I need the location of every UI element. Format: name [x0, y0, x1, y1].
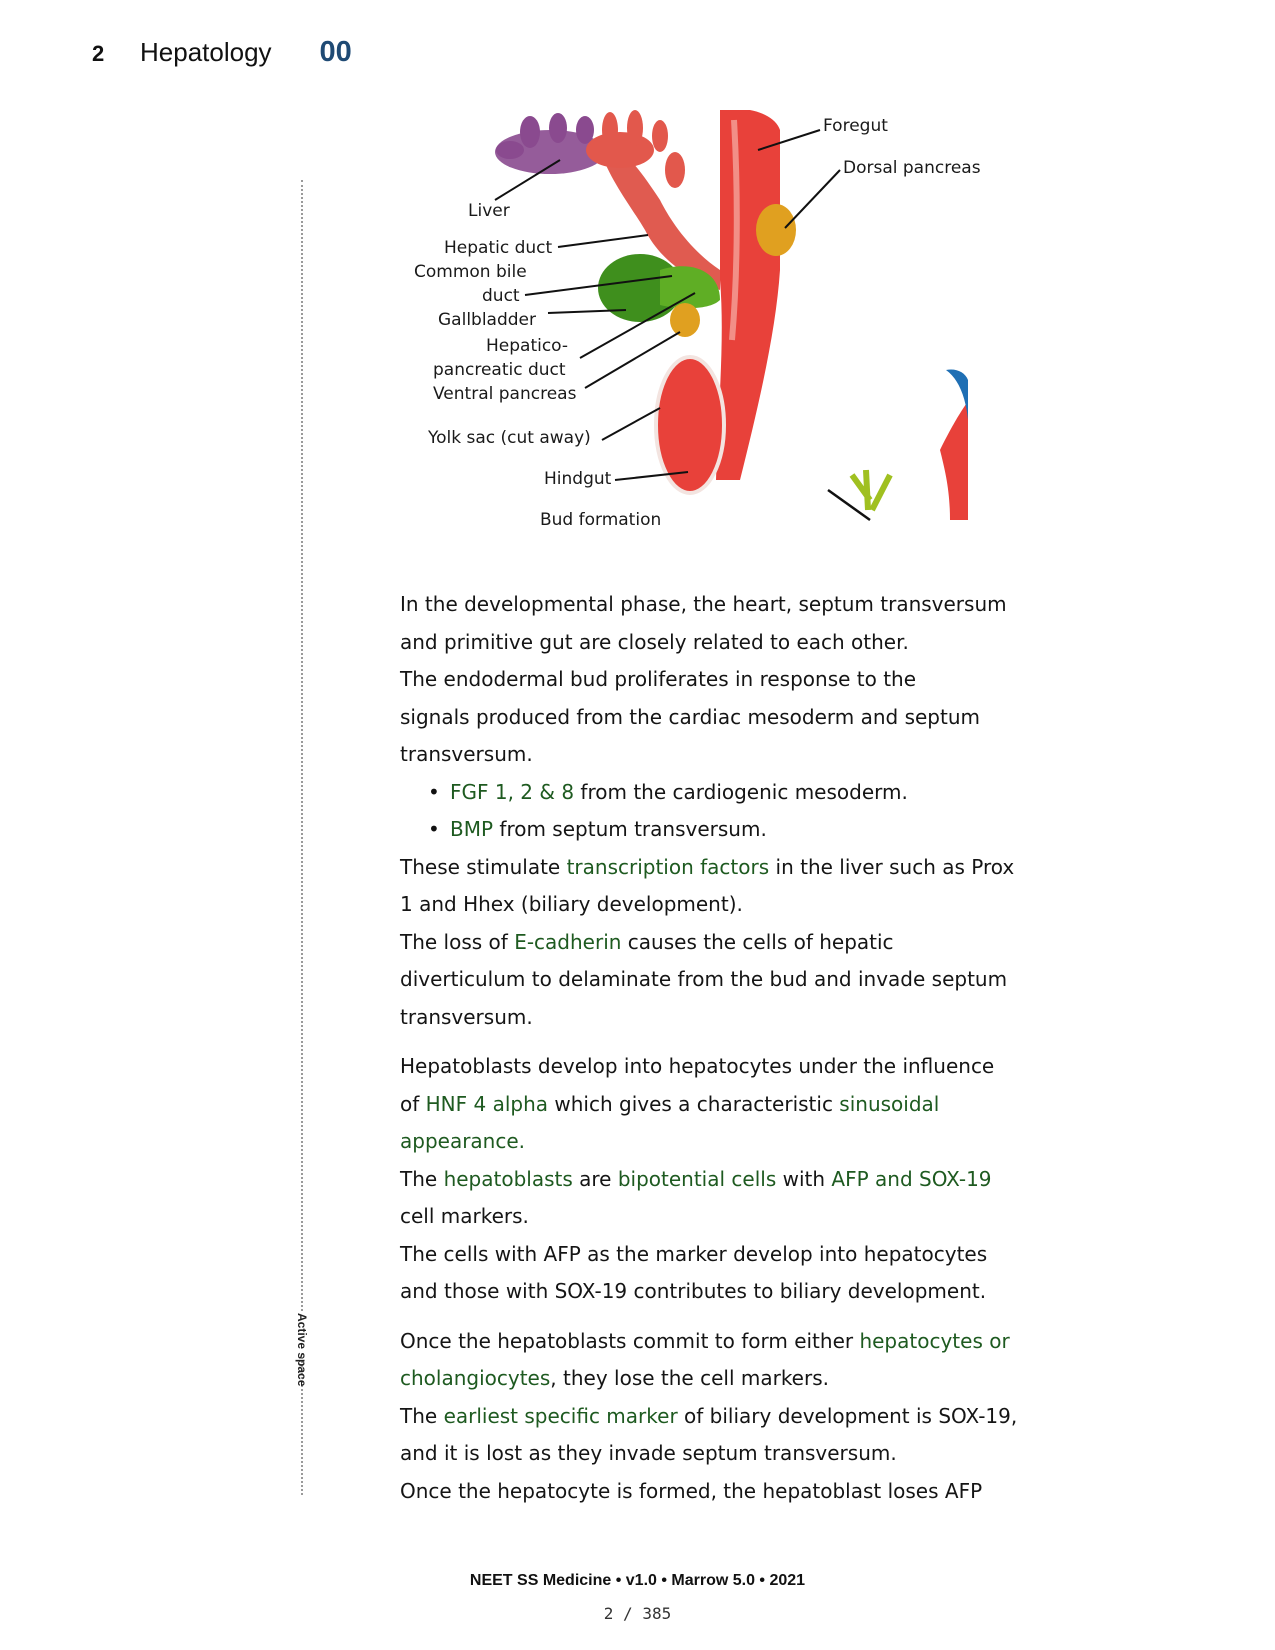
highlight-text: HNF 4 alpha — [425, 1091, 549, 1116]
bullet-dot: • — [428, 779, 440, 804]
bud-formation-figure — [414, 110, 1030, 560]
note-text: with — [776, 1166, 832, 1191]
ventral-pancreas-shape — [670, 303, 700, 337]
hindgut-label: Hindgut — [544, 469, 612, 489]
note-line: transversum. — [400, 742, 533, 766]
dorsal-pancreas-shape — [756, 204, 796, 256]
note-line: diverticulum to delaminate from the bud and invade septum — [400, 967, 1008, 991]
highlight-text: E-cadherin — [514, 929, 622, 954]
note-line: transversum. — [400, 1004, 533, 1029]
note-text: Once the hepatoblasts commit to form either — [400, 1328, 860, 1353]
note-text: from septum transversum. — [493, 817, 767, 841]
note-line: and primitive gut are closely related to each other. — [400, 629, 909, 654]
note-line — [400, 1398, 1050, 1436]
note-line: and those with SOX-19 contributes to biliary development. — [400, 1279, 987, 1303]
margin-dotted-line — [301, 180, 303, 1495]
note-line: The cells with AFP as the marker develop into hepatocytes — [400, 1241, 988, 1266]
note-line: appearance. — [400, 1129, 526, 1153]
highlight-text: bipotential cells — [617, 1166, 777, 1191]
bullet-dot: • — [428, 817, 440, 841]
chapter-title: Hepatology — [140, 37, 272, 67]
common-bile-duct-label-line1: Common bile — [414, 262, 527, 282]
common-bile-duct-label-line2: duct — [482, 286, 520, 306]
note-line: and it is lost as they invade septum transversum. — [400, 1441, 897, 1465]
highlight-text: sinusoidal — [839, 1091, 940, 1116]
highlight-text: AFP and SOX-19 — [831, 1166, 992, 1191]
note-line — [400, 924, 1050, 962]
note-line — [400, 1360, 1050, 1398]
dorsal-pancreas-label: Dorsal pancreas — [843, 158, 981, 178]
next-figure-gut-fragment — [940, 400, 968, 520]
highlight-text: hepatoblasts — [443, 1166, 573, 1191]
note-text: The — [400, 1166, 444, 1191]
note-line: cell markers. — [400, 1204, 529, 1228]
note-text: which gives a characteristic — [548, 1091, 840, 1116]
next-figure-bud-fragment — [828, 470, 890, 520]
note-text: from the cardiogenic mesoderm. — [574, 779, 908, 804]
note-line: signals produced from the cardiac mesoderm and septum — [400, 704, 980, 729]
figure-caption: Bud formation — [540, 510, 662, 530]
highlight-text: FGF 1, 2 & 8 — [450, 779, 575, 804]
highlight-text: earliest specific marker — [443, 1403, 678, 1428]
note-line — [400, 849, 1050, 887]
chapter-code: 00 — [319, 36, 352, 68]
ventral-pancreas-label: Ventral pancreas — [433, 384, 577, 404]
note-text: The loss of — [400, 929, 515, 954]
note-text: causes the cells of hepatic — [621, 929, 894, 954]
highlight-text: BMP — [450, 817, 494, 841]
note-line: Hepatoblasts develop into hepatocytes under the influence — [400, 1054, 995, 1078]
note-text: of — [400, 1091, 426, 1116]
bullet-item — [400, 811, 1050, 849]
page-counter: 2 / 385 — [603, 1604, 672, 1623]
note-line: In the developmental phase, the heart, septum transversum — [400, 592, 1007, 616]
active-space-label: Active space — [292, 1313, 312, 1357]
note-line: The endodermal bud proliferates in response to the — [400, 667, 917, 691]
note-text: of biliary development is SOX-19, — [677, 1403, 1018, 1428]
hepatico-pancreatic-label-line2: pancreatic duct — [433, 360, 566, 380]
highlight-text: hepatocytes or — [859, 1328, 1010, 1353]
yolk-sac-label: Yolk sac (cut away) — [428, 428, 591, 448]
hepatic-duct-label: Hepatic duct — [444, 238, 553, 258]
hepatico-pancreatic-label-line1: Hepatico- — [486, 336, 569, 356]
note-text: These stimulate — [400, 854, 567, 879]
gallbladder-label: Gallbladder — [438, 310, 536, 330]
note-line: 1 and Hhex (biliary development). — [400, 892, 743, 916]
note-text: The — [400, 1403, 444, 1428]
page-number: 2 — [92, 41, 105, 66]
note-line — [400, 1161, 1050, 1199]
page-header — [92, 36, 352, 72]
note-text: are — [572, 1166, 618, 1191]
highlight-text: cholangiocytes — [400, 1366, 551, 1390]
highlight-text: transcription factors — [566, 854, 770, 879]
handwritten-notes — [400, 586, 1050, 1510]
foregut-label: Foregut — [823, 116, 888, 136]
footer-title: NEET SS Medicine • v1.0 • Marrow 5.0 • 2021 — [469, 1572, 806, 1589]
note-line — [400, 1323, 1050, 1361]
liver-label: Liver — [468, 201, 510, 221]
note-line — [400, 1086, 1050, 1124]
note-text: in the liver such as Prox — [769, 854, 1015, 879]
bullet-item — [400, 774, 1050, 812]
yolk-sac-shape — [656, 357, 724, 493]
note-text: , they lose the cell markers. — [550, 1366, 829, 1390]
note-line: Once the hepatocyte is formed, the hepatoblast loses AFP — [400, 1478, 983, 1503]
